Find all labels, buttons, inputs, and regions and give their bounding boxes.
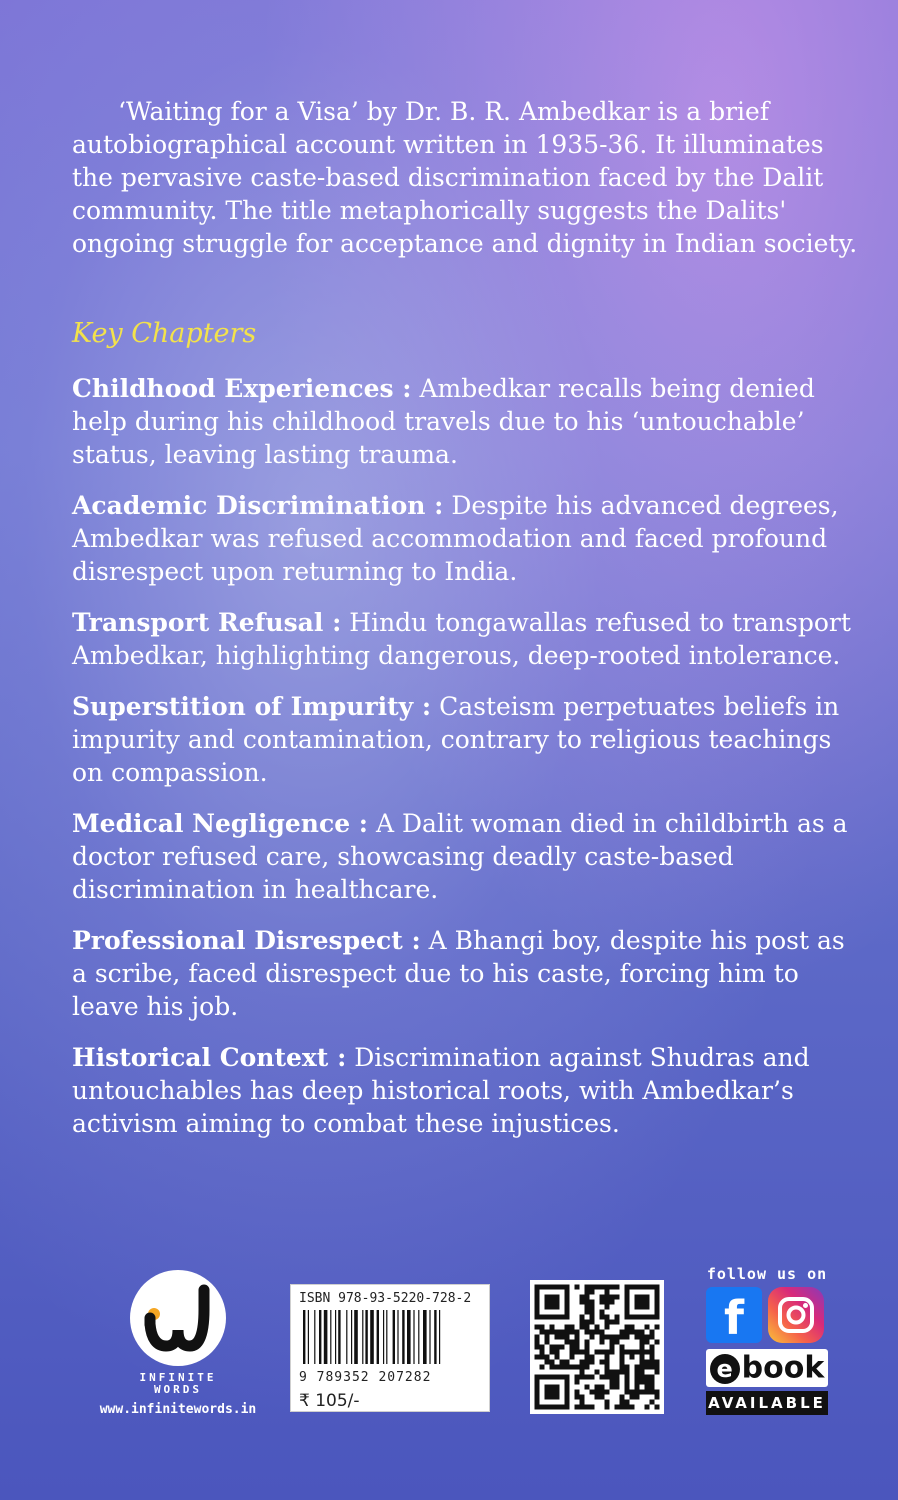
chapter-item [72,606,862,672]
isbn-label: ISBN 978-93-5220-728-2 [299,1291,472,1306]
chapter-title: Childhood Experiences : [72,374,412,403]
chapter-text: Despite his advanced degrees, Ambedkar was refused accommodation and faced profound disrespect upon returning to India. [72,491,839,586]
facebook-icon[interactable]: f [706,1287,762,1343]
chapter-title: Transport Refusal : [72,608,342,637]
publisher-url: www.infinitewords.in [99,1402,257,1417]
publisher-name: INFINITE WORDS [139,1371,217,1396]
chapter-title: Academic Discrimination : [72,491,444,520]
social-block [706,1265,828,1415]
chapter-text: Ambedkar recalls being denied help during his childhood travels due to his ‘untouchable’ status, leaving lasting trauma. [72,374,815,469]
chapter-item [72,489,862,588]
barcode-digits: 9 789352 207282 [299,1370,432,1385]
chapter-text: A Bhangi boy, despite his post as a scribe, faced disrespect due to his caste, forcing him to leave his job. [72,926,845,1021]
chapter-item [72,1041,862,1140]
publisher-logo [88,1270,268,1417]
chapter-list [72,372,862,1158]
chapter-item [72,807,862,906]
chapter-text: Discrimination against Shudras and untouchables has deep historical roots, with Ambedkar’s activism aiming to combat these injustices. [72,1043,810,1138]
price-label: ₹ 105/- [299,1391,360,1411]
book-blurb: ‘Waiting for a Visa’ by Dr. B. R. Ambedkar is a brief autobiographical account written in 1935-36. It illuminates the pervasive caste-based discrimination faced by the Dalit community. The title metaphorically suggests the Dalits' ongoing struggle for acceptance and dignity in Indian society. [72,97,858,258]
available-label: AVAILABLE [706,1391,828,1415]
chapter-title: Medical Negligence : [72,809,369,838]
chapter-text: Hindu tongawallas refused to transport Ambedkar, highlighting dangerous, deep-rooted intolerance. [72,608,851,670]
chapter-title: Historical Context : [72,1043,347,1072]
chapter-text: A Dalit woman died in childbirth as a doctor refused care, showcasing deadly caste-based discrimination in healthcare. [72,809,848,904]
chapter-item [72,372,862,471]
chapter-text: Casteism perpetuates beliefs in impurity and contamination, contrary to religious teachings on compassion. [72,692,840,787]
isbn-barcode-box [290,1284,490,1412]
chapter-item [72,690,862,789]
key-chapters-heading: Key Chapters [72,318,257,349]
chapter-item [72,924,862,1023]
chapter-title: Professional Disrespect : [72,926,421,955]
instagram-icon[interactable] [768,1287,824,1343]
barcode-icon [299,1308,481,1370]
chapter-title: Superstition of Impurity : [72,692,432,721]
qr-code-icon [530,1280,664,1414]
infinite-words-logo-icon [130,1270,226,1366]
ebook-icon: e book [706,1349,828,1387]
follow-us-label: follow us on [706,1265,828,1283]
